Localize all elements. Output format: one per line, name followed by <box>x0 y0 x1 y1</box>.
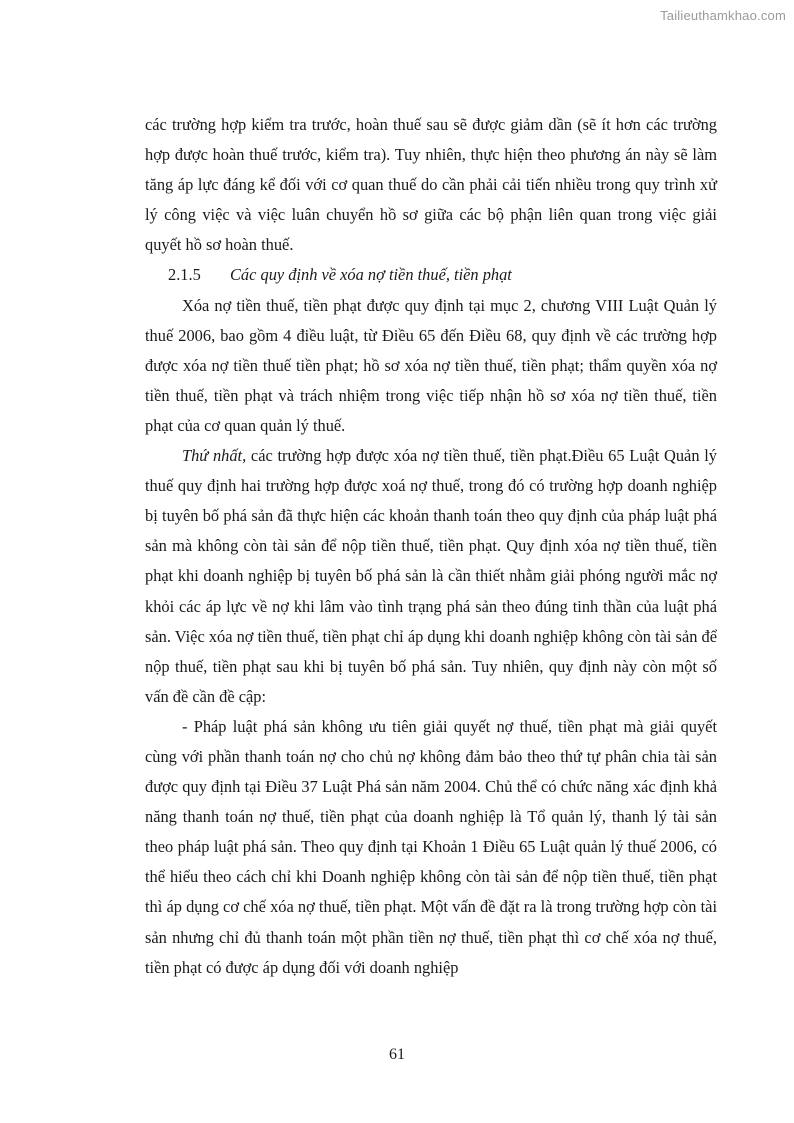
page-number: 61 <box>389 1046 405 1063</box>
watermark-text: Tailieuthamkhao.com <box>660 8 786 23</box>
section-heading <box>145 260 717 290</box>
section-number: 2.1.5 <box>168 265 201 285</box>
paragraph-first-point <box>145 441 717 712</box>
paragraph-continuation: các trường hợp kiểm tra trước, hoàn thuế sau sẽ được giảm dần (sẽ ít hơn các trường hợp được hoàn thuế trước, kiểm tra). Tuy nhiên, thực hiện theo phương án này sẽ làm tăng áp lực đáng kể đối với cơ quan thuế do cần phải cải tiến nhiều trong quy trình xử lý công việc và việc luân chuyển hồ sơ giữa các bộ phận liên quan trong việc giải quyết hồ sơ hoàn thuế. <box>145 115 717 255</box>
document-body <box>145 110 717 983</box>
section-title: Các quy định về xóa nợ tiền thuế, tiền phạt <box>230 265 512 285</box>
paragraph-lead-italic: Thứ nhất, <box>182 446 247 466</box>
paragraph-first-point-body: các trường hợp được xóa nợ tiền thuế, tiền phạt.Điều 65 Luật Quản lý thuế quy định hai trường hợp được xoá nợ thuế, trong đó có trường hợp doanh nghiệp bị tuyên bố phá sản đã thực hiện các khoản thanh toán theo quy định của pháp luật phá sản mà không còn tài sản để nộp tiền thuế, tiền phạt. Quy định xóa nợ tiền thuế, tiền phạt khi doanh nghiệp bị tuyên bố phá sản là cần thiết nhằm giải phóng người mắc nợ khỏi các áp lực về nợ khi lâm vào tình trạng phá sản theo đúng tinh thần của luật phá sản. Việc xóa nợ tiền thuế, tiền phạt chỉ áp dụng khi doanh nghiệp không còn tài sản để nộp thuế, tiền phạt sau khi bị tuyên bố phá sản. Tuy nhiên, quy định này còn một số vấn đề cần đề cập: <box>145 446 717 706</box>
paragraph-bullet: - Pháp luật phá sản không ưu tiên giải quyết nợ thuế, tiền phạt mà giải quyết cùng với phần thanh toán nợ cho chủ nợ không đảm bảo theo thứ tự phân chia tài sản được quy định tại Điều 37 Luật Phá sản năm 2004. Chủ thể có chức năng xác định khả năng thanh toán nợ thuế, tiền phạt của doanh nghiệp là Tổ quản lý, thanh lý tài sản theo pháp luật phá sản. Theo quy định tại Khoản 1 Điều 65 Luật quản lý thuế 2006, có thể hiểu theo cách chỉ khi Doanh nghiệp không còn tài sản để nộp tiền thuế, tiền phạt thì áp dụng cơ chế xóa nợ thuế, tiền phạt. Một vấn đề đặt ra là trong trường hợp còn tài sản nhưng chỉ đủ thanh toán một phần tiền nợ thuế, tiền phạt thì cơ chế xóa nợ thuế, tiền phạt có được áp dụng đối với doanh nghiệp <box>145 716 717 977</box>
paragraph-overview: Xóa nợ tiền thuế, tiền phạt được quy định tại mục 2, chương VIII Luật Quản lý thuế 2006, bao gồm 4 điều luật, từ Điều 65 đến Điều 68, quy định về các trường hợp được xóa nợ tiền thuế tiền phạt; hồ sơ xóa nợ tiền thuế, tiền phạt; thẩm quyền xóa nợ tiền thuế, tiền phạt và trách nhiệm trong việc tiếp nhận hồ sơ xóa nợ tiền thuế, tiền phạt của cơ quan quản lý thuế. <box>145 295 717 435</box>
